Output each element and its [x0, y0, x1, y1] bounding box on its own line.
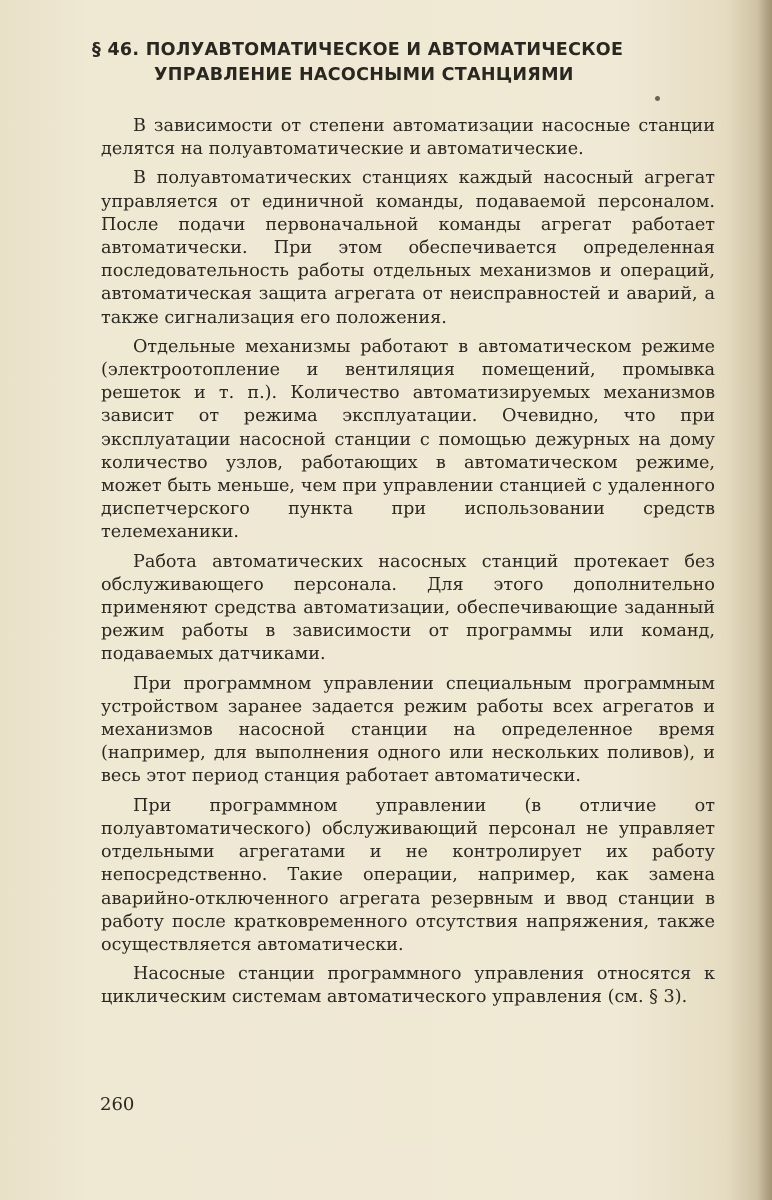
- paragraph-4: Работа автоматических насосных станций протекает без обслуживающего персонала. Для этого дополнительно применяют средства автоматизации, обеспечивающие заданный режим работы в зависимости от программы или команд, подаваемых датчиками.: [101, 551, 715, 665]
- paragraph-5: При программном управлении специальным программным устройством заранее задается режим работы всех агрегатов и механизмов насосной станции на определенное время (например, для выполнения одного или нескольких поливов), и весь этот период станция работает автоматически.: [101, 673, 715, 787]
- paragraph-1: В зависимости от степени автоматизации насосные станции делятся на полуавтоматические и автоматические.: [101, 116, 715, 160]
- page-edge-shadow: [758, 0, 772, 1200]
- print-speck: [655, 96, 660, 101]
- paragraph-6: При программном управлении (в отличие от полуавтоматического) обслуживающий персонал не управляет отдельными агрегатами и не контролирует их работу непосредственно. Такие операции, например, как замена аварийно-отключенного агрегата резервным и ввод станции в работу после кратковременного отсутствия напряжения, также осуществляется автоматически.: [101, 795, 715, 955]
- section-heading: [92, 38, 712, 88]
- paragraph-2: В полуавтоматических станциях каждый насосный агрегат управляется от единичной команды, подаваемой персоналом. После подачи первоначальной команды агрегат работает автоматически. При этом обеспечивается определенная последовательность работы отдельных механизмов и операций, автоматическая защита агрегата от неисправностей и аварий, а также сигнализация его положения.: [101, 168, 715, 328]
- paragraph-7: Насосные станции программного управления относятся к циклическим системам автоматического управления (см. § 3).: [101, 964, 715, 1008]
- paragraph-3: Отдельные механизмы работают в автоматическом режиме (электроотопление и вентиляция помещений, промывка решеток и т. п.). Количество автоматизируемых механизмов зависит от режима эксплуатации. Очевидно, что при эксплуатации насосной станции с помощью дежурных на дому количество узлов, работающих в автоматическом режиме, может быть меньше, чем при управлении станцией с удаленного диспетчерского пункта при использовании средств телемеханики.: [101, 336, 715, 543]
- body-text: [101, 115, 715, 1016]
- section-heading-line-1: § 46. ПОЛУАВТОМАТИЧЕСКОЕ И АВТОМАТИЧЕСКОЕ: [92, 40, 624, 60]
- section-heading-line-2: УПРАВЛЕНИЕ НАСОСНЫМИ СТАНЦИЯМИ: [154, 65, 574, 85]
- page-number: 260: [100, 1094, 135, 1115]
